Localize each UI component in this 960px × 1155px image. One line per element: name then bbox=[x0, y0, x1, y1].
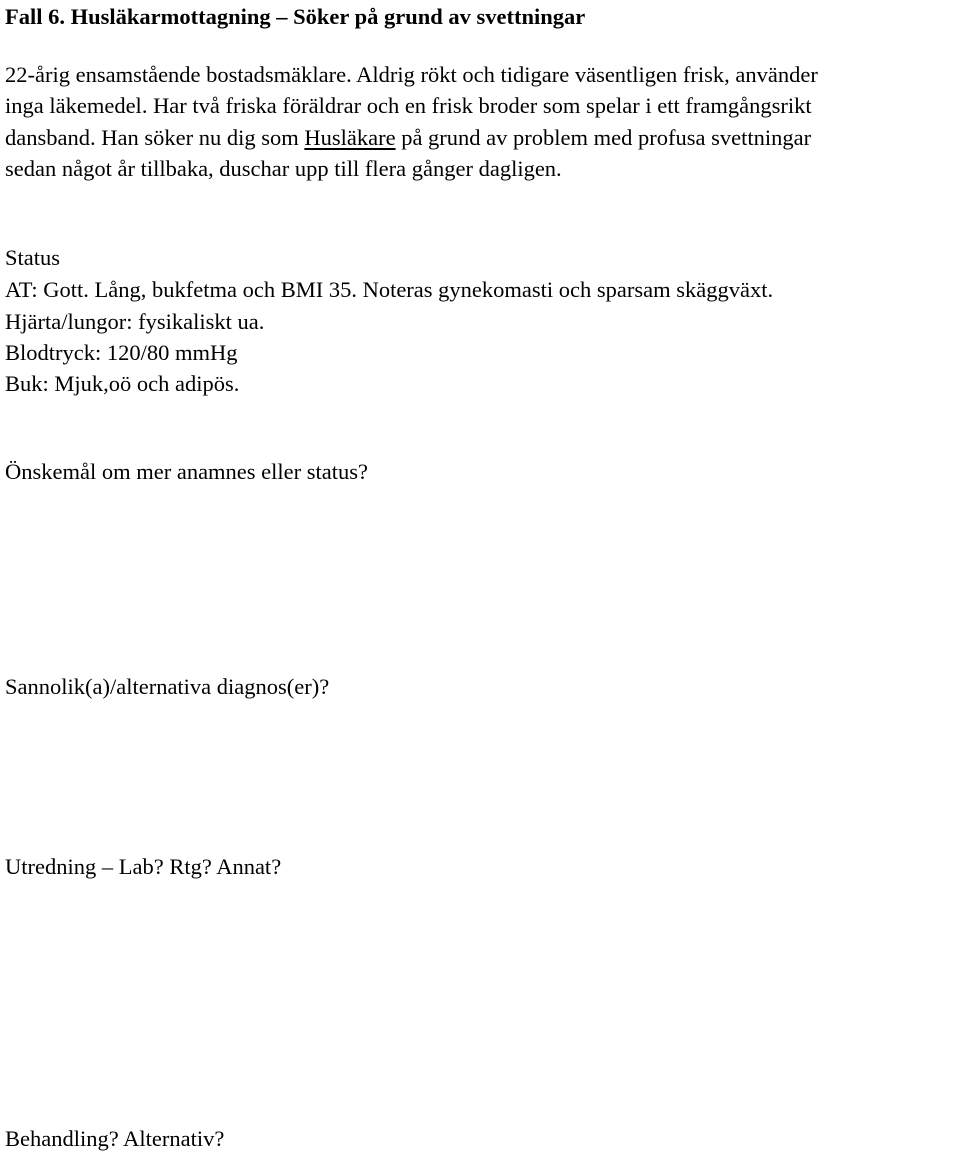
status-blood-pressure: Blodtryck: 120/80 mmHg bbox=[5, 340, 238, 365]
status-heading: Status bbox=[5, 245, 61, 270]
question-treatment: Behandling? Alternativ? bbox=[5, 1126, 225, 1151]
case-line: 22-årig ensamstående bostadsmäklare. Aldrig rökt och tidigare väsentligen frisk, använder bbox=[5, 62, 818, 87]
case-line: sedan något år tillbaka, duschar upp till flera gånger dagligen. bbox=[5, 156, 562, 181]
case-text: dansband. Han söker nu dig som bbox=[5, 125, 305, 150]
status-at: AT: Gott. Lång, bukfetma och BMI 35. Noteras gynekomasti och sparsam skäggväxt. bbox=[5, 277, 774, 302]
case-text: på grund av problem med profusa svettningar bbox=[395, 125, 812, 150]
status-heart-lungs: Hjärta/lungor: fysikaliskt ua. bbox=[5, 309, 265, 334]
question-diagnosis: Sannolik(a)/alternativa diagnos(er)? bbox=[5, 674, 330, 699]
question-more-history: Önskemål om mer anamnes eller status? bbox=[5, 459, 369, 484]
husläkare-link[interactable]: Husläkare bbox=[304, 125, 396, 150]
case-title: Fall 6. Husläkarmottagning – Söker på grund av svettningar bbox=[5, 4, 586, 29]
status-abdomen: Buk: Mjuk,oö och adipös. bbox=[5, 371, 240, 396]
question-investigation: Utredning – Lab? Rtg? Annat? bbox=[5, 854, 282, 879]
case-line: inga läkemedel. Har två friska föräldrar och en frisk broder som spelar i ett framgångsrikt bbox=[5, 93, 812, 118]
case-line bbox=[5, 127, 811, 150]
